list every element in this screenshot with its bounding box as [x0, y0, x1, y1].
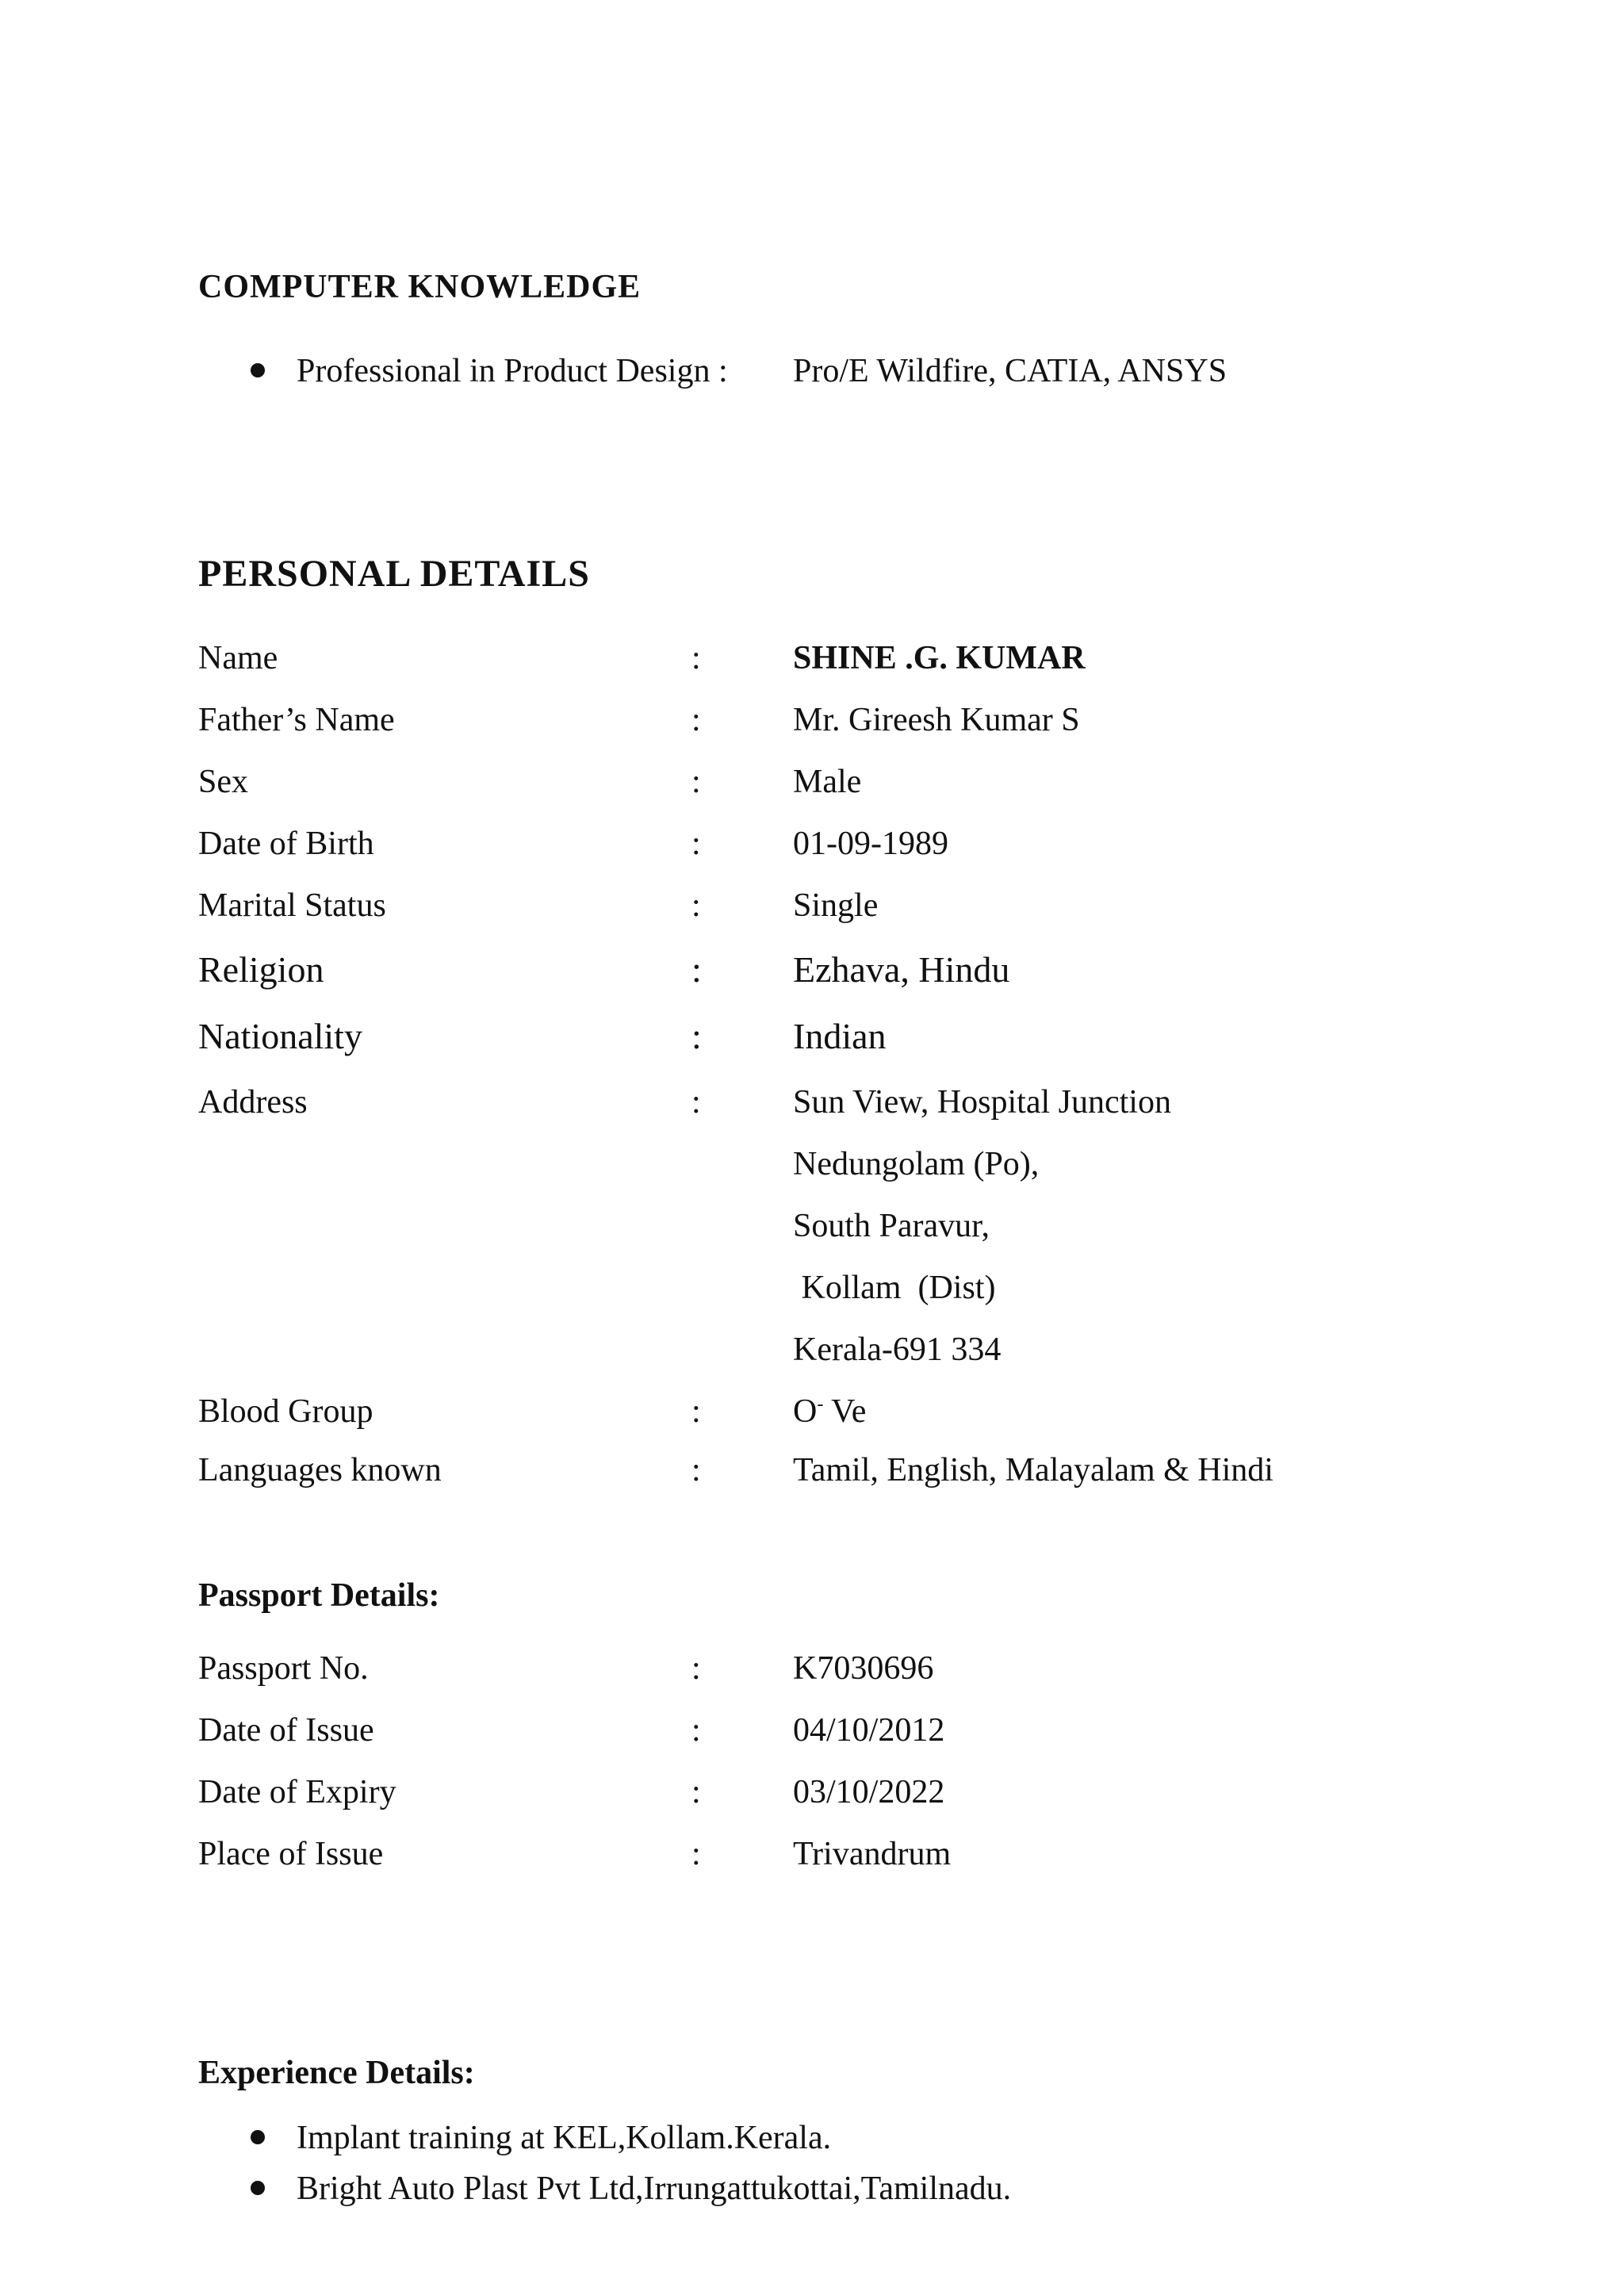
date-of-expiry-value: 03/10/2022	[793, 1774, 945, 1810]
nationality-label: Nationality	[198, 1016, 362, 1056]
bullet-icon	[247, 2170, 279, 2201]
address-line: Kollam (Dist)	[793, 1270, 996, 1306]
address-line: Sun View, Hospital Junction	[793, 1084, 1171, 1121]
date-of-expiry-label: Date of Expiry	[198, 1774, 396, 1810]
colon: :	[691, 764, 701, 800]
row-passport-no	[0, 1649, 1624, 1697]
colon: :	[691, 826, 701, 862]
personal-details-heading: PERSONAL DETAILS	[198, 553, 590, 595]
colon: :	[691, 1452, 701, 1488]
row-address	[0, 1083, 1624, 1131]
sex-label: Sex	[198, 764, 248, 800]
colon: :	[691, 640, 701, 676]
colon: :	[691, 1774, 701, 1810]
address-label: Address	[198, 1084, 308, 1121]
dob-value: 01-09-1989	[793, 826, 948, 862]
row-father	[0, 701, 1624, 749]
row-religion	[0, 948, 1624, 996]
blood-group-value: O- Ve	[793, 1393, 867, 1430]
colon: :	[691, 949, 702, 990]
computer-knowledge-heading: COMPUTER KNOWLEDGE	[198, 269, 642, 305]
colon: :	[691, 1836, 701, 1872]
bullet-icon	[247, 352, 279, 384]
father-label: Father’s Name	[198, 702, 395, 738]
row-date-of-issue	[0, 1711, 1624, 1759]
name-value: SHINE .G. KUMAR	[793, 640, 1086, 676]
dob-label: Date of Birth	[198, 826, 374, 862]
row-name	[0, 639, 1624, 687]
address-line: South Paravur,	[793, 1208, 990, 1244]
row-dob	[0, 825, 1624, 872]
sex-value: Male	[793, 764, 862, 800]
row-sex	[0, 763, 1624, 810]
colon: :	[691, 1712, 701, 1749]
colon: :	[691, 1650, 701, 1687]
experience-text: Implant training at KEL,Kollam.Kerala.	[297, 2120, 832, 2156]
colon: :	[691, 1393, 701, 1430]
languages-label: Languages known	[198, 1452, 442, 1488]
name-label: Name	[198, 640, 278, 676]
address-line: Kerala-691 334	[793, 1331, 1002, 1368]
father-value: Mr. Gireesh Kumar S	[793, 702, 1080, 738]
row-blood-group	[0, 1393, 1624, 1440]
marital-label: Marital Status	[198, 887, 386, 924]
religion-label: Religion	[198, 949, 324, 990]
bullet-label: Professional in Product Design :	[297, 353, 728, 389]
blood-group-label: Blood Group	[198, 1393, 373, 1430]
colon: :	[691, 887, 701, 924]
row-marital	[0, 887, 1624, 934]
languages-value: Tamil, English, Malayalam & Hindi	[793, 1452, 1274, 1488]
experience-text: Bright Auto Plast Pvt Ltd,Irrungattukottai,Tamilnadu.	[297, 2170, 1012, 2207]
passport-details-heading: Passport Details:	[198, 1577, 440, 1614]
bullet-icon	[247, 2119, 279, 2151]
nationality-value: Indian	[793, 1016, 887, 1056]
address-line: Nedungolam (Po),	[793, 1146, 1040, 1182]
experience-details-heading: Experience Details:	[198, 2055, 475, 2091]
passport-no-label: Passport No.	[198, 1650, 369, 1687]
colon: :	[691, 1016, 702, 1056]
place-of-issue-value: Trivandrum	[793, 1836, 952, 1872]
row-place-of-issue	[0, 1835, 1624, 1883]
row-languages	[0, 1451, 1624, 1499]
date-of-issue-label: Date of Issue	[198, 1712, 374, 1749]
colon: :	[691, 1084, 701, 1121]
passport-no-value: K7030696	[793, 1650, 934, 1687]
bullet-value: Pro/E Wildfire, CATIA, ANSYS	[793, 353, 1228, 389]
colon: :	[691, 702, 701, 738]
row-nationality	[0, 1015, 1624, 1063]
date-of-issue-value: 04/10/2012	[793, 1712, 945, 1749]
religion-value: Ezhava, Hindu	[793, 949, 1010, 990]
place-of-issue-label: Place of Issue	[198, 1836, 384, 1872]
marital-value: Single	[793, 887, 879, 924]
row-date-of-expiry	[0, 1773, 1624, 1821]
